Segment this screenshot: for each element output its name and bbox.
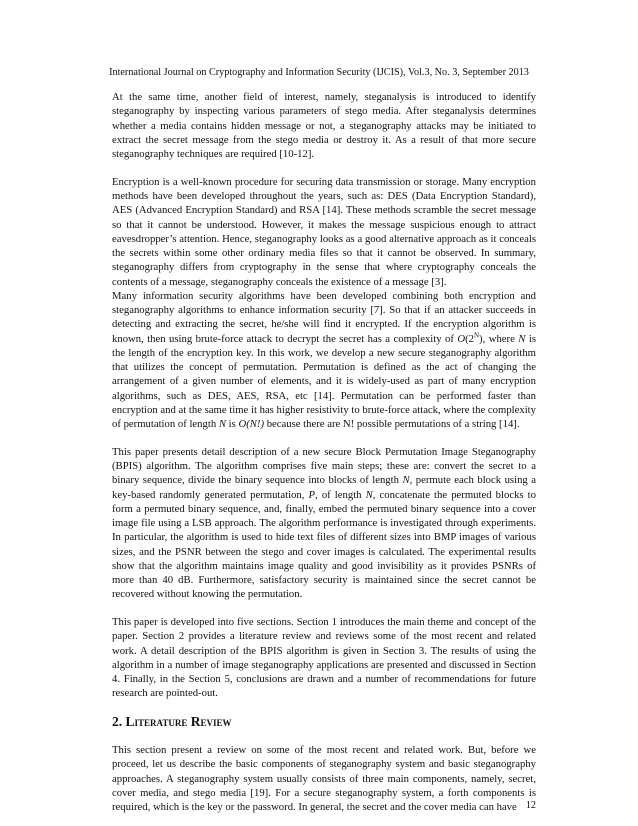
paragraph-encryption: Encryption is a well-known procedure for securing data transmission or storage. Many encryption methods have been developed throughout the years, such as: DES (Data Encryption Standard), AES (Advanced Encryption Standard) and RSA [14]. These methods scramble the secret message so that it cannot be understood. However, it makes the message suspicious enough to attract eavesdropper’s attention. Hence, steganography looks as a good alternative approach as it conceals the secrets within some other ordinary media files so that it cannot be observed. In summary, steganography differs from cryptography in the sense that where cryptography conceals the contents of a message, steganography conceals the existence of a message [3]. [112, 175, 536, 288]
page-number: 12 [525, 800, 536, 811]
text-run: is the length of the encryption key. In this work, we develop a new secure steganography algorithm that utilizes the concept of permutation. Permutation is defined as the act of changing the arrangement of a given number of elements, and it is widely-used as part of many encryption algorithms, such as DES, AES, RSA, etc [14]. Permutation can be performed faster than encryption and at the same time it has higher resistivity to brute-force attack, where the complexity of permutation of length [112, 332, 536, 430]
text-run: , permute each block using a key-based randomly generated permutation, [112, 474, 536, 501]
math-var-p: P [308, 488, 316, 501]
math-text: ) [479, 332, 483, 345]
text-run: Many information security algorithms have been developed combining both encryption and steganography algorithms to enhance information security [7]. So that if an attacker succeeds in detecting and extracting the secret, he/she will find it encrypted. If the encryption algorithm is known, then using brute-force attack to decrypt the secret has a complexity of [112, 289, 536, 345]
paragraph-paper-structure: This paper is developed into five sections. Section 1 introduces the main theme and concept of the paper. Section 2 provides a literature review and reviews some of the most recent and related work. A detail description of the BPIS algorithm is given in Section 3. The results of using the algorithm in a number of image steganography applications are presented and discussed in Section 4. Finally, in the Section 5, conclusions are drawn and a number of recommendations for future research are pointed-out. [112, 616, 536, 700]
math-big-o: O [457, 332, 466, 345]
math-var-n: N [518, 332, 526, 345]
paragraph-literature-intro: This section present a review on some of the most recent and related work. But, before we proceed, let us describe the basic components of steganography system and basic steganography approaches. A steganography system usually consists of three main components, namely, secret, cover media, and stego media [19]. For a secure steganography system, a forth components is required, which is the key or the password. In general, the secret and the cover media can have [112, 744, 536, 813]
section-number: 2. [112, 714, 126, 729]
text-run: This paper presents detail description of a new secure Block Permutation Image Steganography (BPIS) algorithm. The algorithm comprises five main steps; these are: convert the secret to a binary sequence, divide the binary sequence into blocks of length [112, 445, 536, 487]
math-text: (2 [465, 332, 474, 345]
math-superscript-n: N [473, 330, 480, 339]
text-run: , concatenate the permuted blocks to form a permuted binary sequence, and, finally, embed the permuted binary sequence into a cover image file using a LSB approach. The algorithm performance is investigated through experiments. In particular, the algorithm is used to hide text files of different sizes into BMP images of various sizes, and the PSNR between the stego and cover images is calculated. The experimental results show that the algorithm maintains image quality and good invisibility as it provides PSNRs of more than 40 dB. Furthermore, satisfactory security is maintained since the secret cannot be recovered without knowing the permutation. [112, 488, 536, 601]
paragraph-bpis-overview [112, 445, 536, 602]
running-header: International Journal on Cryptography and Information Security (IJCIS), Vol.3, No. 3, September 2013 [109, 67, 529, 78]
math-var-n: N [218, 418, 226, 430]
text-run: because there are N! possible permutations of a string [14]. [264, 418, 520, 430]
math-factorial-complexity: O(N!) [238, 418, 265, 430]
section-title: Literature Review [125, 714, 232, 729]
body-text [112, 90, 536, 814]
text-run: , where [482, 332, 519, 345]
paragraph-steganalysis: At the same time, another field of interest, namely, steganalysis is introduced to identify steganography by inspecting various parameters of stego media. After steganalysis determines whether a media contains hidden message or not, a steganography attacks may be initiated to extract the secret message from the stego media or destroy it. As a result of that more secure steganography techniques are required [10-12]. [112, 91, 536, 160]
section-heading [112, 714, 536, 730]
text-run: , of length [315, 488, 366, 501]
math-var-n: N [365, 488, 373, 501]
paragraph-permutation [112, 289, 536, 432]
math-var-n: N [402, 474, 410, 487]
text-run: is [226, 418, 239, 430]
